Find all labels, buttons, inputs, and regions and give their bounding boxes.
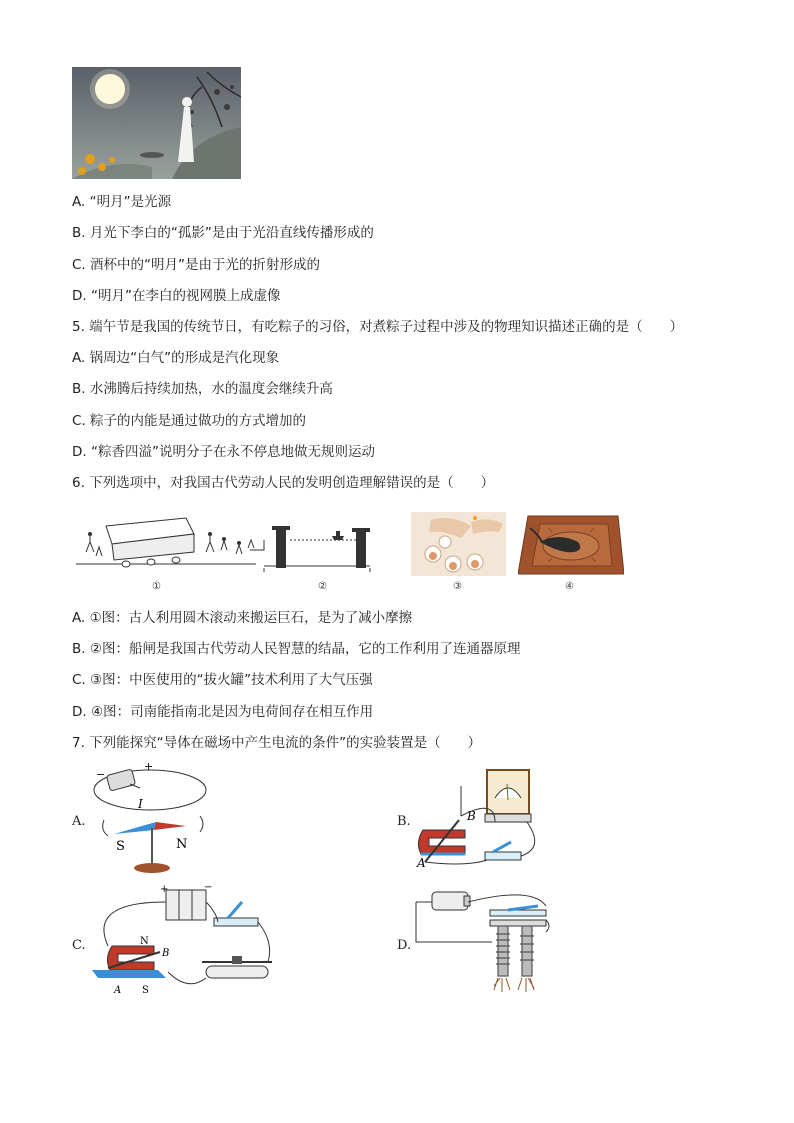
svg-text:B: B bbox=[467, 809, 476, 823]
q5-option-b: B. 水沸腾后持续加热，水的温度会继续升高 bbox=[72, 381, 333, 397]
svg-text:I: I bbox=[138, 797, 143, 811]
induction-galvanometer-figure bbox=[415, 768, 550, 868]
cupping-figure bbox=[411, 512, 506, 576]
q6-option-c: C. ③图：中医使用的“拔火罐”技术利用了大气压强 bbox=[72, 672, 373, 688]
q7-label-c: C. bbox=[72, 938, 86, 953]
rolling-logs-figure bbox=[76, 512, 256, 578]
q7-label-a: A. bbox=[72, 814, 86, 829]
q5-option-c: C. 粽子的内能是通过做功的方式增加的 bbox=[72, 413, 307, 429]
q7-label-b: B. bbox=[397, 814, 411, 829]
svg-text:−: − bbox=[204, 882, 213, 893]
q6-caption-2: ② bbox=[318, 581, 327, 592]
q4-option-c: C. 酒杯中的“明月”是由于光的折射形成的 bbox=[72, 257, 320, 273]
q5-stem: 5. 端午节是我国的传统节日，有吃粽子的习俗，对煮粽子过程中涉及的物理知识描述正确的是（ ） bbox=[72, 319, 684, 335]
q4-option-b: B. 月光下李白的“孤影”是由于光沿直线传播形成的 bbox=[72, 225, 374, 241]
q5-option-d: D. “粽香四溢”说明分子在永不停息地做无规则运动 bbox=[72, 444, 375, 460]
poet-moon-illustration bbox=[72, 67, 241, 179]
q6-caption-3: ③ bbox=[453, 581, 462, 592]
ship-lock-figure bbox=[250, 520, 380, 572]
svg-text:B: B bbox=[162, 948, 170, 959]
q6-caption-1: ① bbox=[152, 581, 161, 592]
svg-text:S: S bbox=[142, 985, 149, 996]
svg-text:−: − bbox=[96, 768, 106, 781]
sinan-compass-figure bbox=[518, 512, 624, 578]
svg-text:A: A bbox=[114, 985, 122, 996]
electromagnet-figure bbox=[412, 886, 552, 998]
q6-option-b: B. ②图：船闸是我国古代劳动人民智慧的结晶，它的工作利用了连通器原理 bbox=[72, 641, 521, 657]
q4-option-d: D. “明月”在李白的视网膜上成虚像 bbox=[72, 288, 281, 304]
svg-text:N: N bbox=[140, 936, 149, 947]
q4-option-a: A. “明月”是光源 bbox=[72, 194, 172, 210]
q5-option-a: A. 锅周边“白气”的形成是汽化现象 bbox=[72, 350, 280, 366]
q6-option-a: A. ①图：古人利用圆木滚动来搬运巨石，是为了减小摩擦 bbox=[72, 610, 413, 626]
svg-text:+: + bbox=[144, 760, 154, 773]
svg-text:A: A bbox=[417, 856, 426, 868]
q6-caption-4: ④ bbox=[565, 581, 574, 592]
svg-text:N: N bbox=[176, 837, 188, 852]
q6-option-d: D. ④图：司南能指南北是因为电荷间存在相互作用 bbox=[72, 704, 374, 720]
q6-stem: 6. 下列选项中，对我国古代劳动人民的发明创造理解错误的是（ ） bbox=[72, 475, 495, 491]
q7-label-d: D. bbox=[397, 938, 412, 953]
oersted-experiment-figure bbox=[90, 760, 220, 878]
svg-text:+: + bbox=[160, 884, 169, 895]
motor-principle-figure bbox=[88, 882, 278, 997]
svg-text:S: S bbox=[116, 839, 125, 854]
q7-stem: 7. 下列能探究“导体在磁场中产生电流的条件”的实验装置是（ ） bbox=[72, 735, 482, 751]
